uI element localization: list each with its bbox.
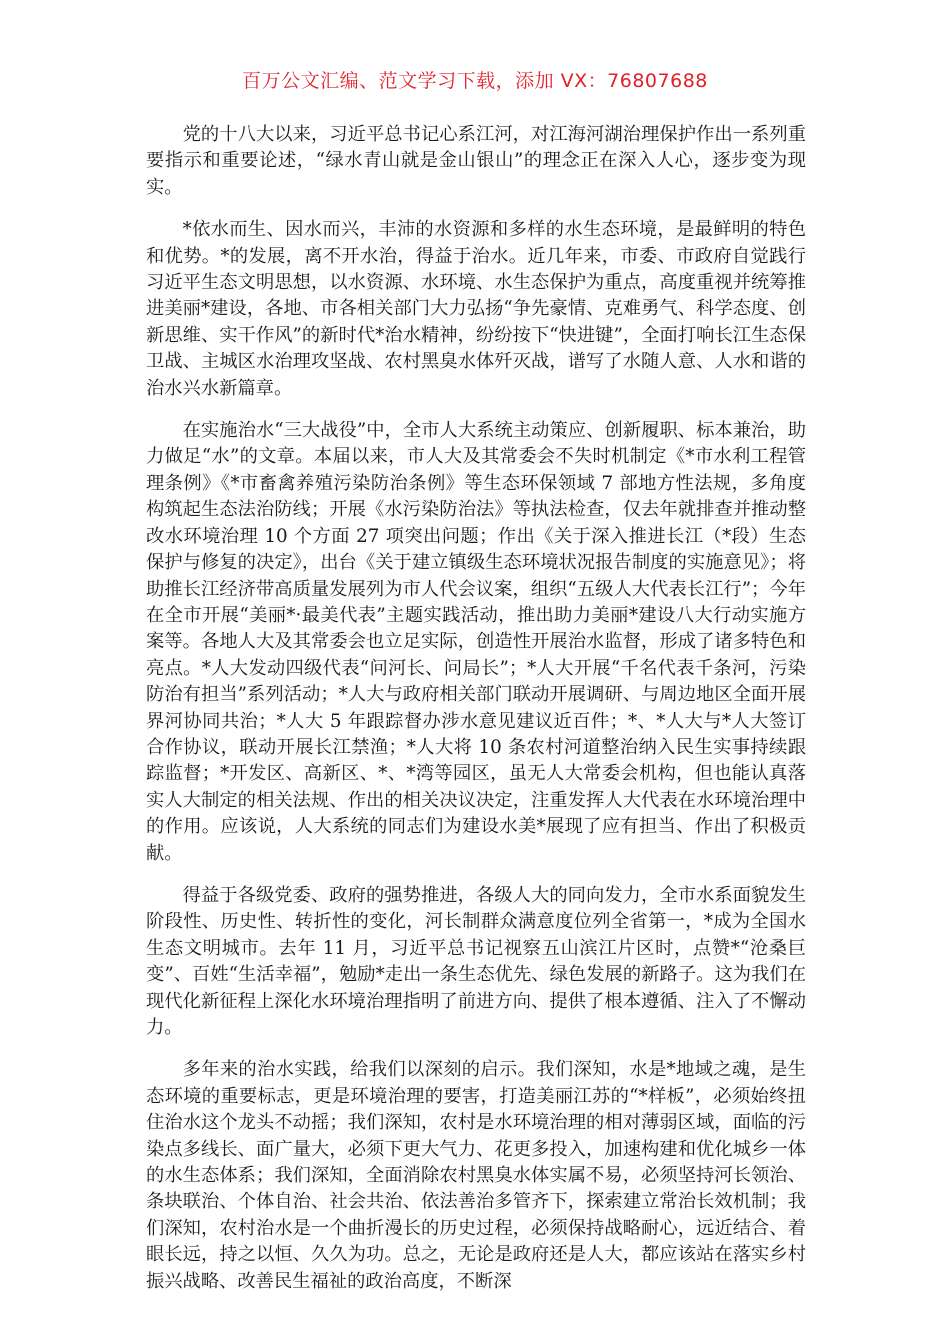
paragraph: 党的十八大以来，习近平总书记心系江河，对江海河湖治理保护作出一系列重要指示和重要论述，“绿水青山就是金山银山”的理念正在深入人心，逐步变为现实。 bbox=[146, 124, 806, 198]
paragraph: *依水而生、因水而兴，丰沛的水资源和多样的水生态环境，是最鲜明的特色和优势。*的发展，离不开水治，得益于治水。近几年来，市委、市政府自觉践行习近平生态文明思想，以水资源、水环境、水生态保护为重点，高度重视并统筹推进美丽*建设，各地、市各相关部门大力弘扬“争先豪情、克难勇气、科学态度、创新思维、实干作风”的新时代*治水精神，纷纷按下“快进键”，全面打响长江生态保卫战、主城区水治理攻坚战、农村黑臭水体歼灭战，谱写了水随人意、人水和谐的治水兴水新篇章。 bbox=[146, 219, 806, 399]
header-banner: 百万公文汇编、范文学习下载，添加 VX：76807688 bbox=[242, 70, 708, 92]
paragraph: 多年来的治水实践，给我们以深刻的启示。我们深知，水是*地域之魂，是生态环境的重要标志，更是环境治理的要害，打造美丽江苏的“*样板”，必须始终扭住治水这个龙头不动摇；我们深知，农村是水环境治理的相对薄弱区域，面临的污染点多线长、面广量大，必须下更大气力、花更多投入，加速构建和优化城乡一体的水生态体系；我们深知，全面消除农村黑臭水体实属不易，必须坚持河长领治、条块联治、个体自治、社会共治、依法善治多管齐下，探索建立常治长效机制；我们深知，农村治水是一个曲折漫长的历史过程，必须保持战略耐心，远近结合、着眼长远，持之以恒、久久为功。总之，无论是政府还是人大，都应该站在落实乡村振兴战略、改善民生福祉的政治高度，不断深 bbox=[146, 1059, 806, 1292]
document-body bbox=[146, 122, 806, 1311]
paragraph: 得益于各级党委、政府的强势推进，各级人大的同向发力，全市水系面貌发生阶段性、历史性、转折性的变化，河长制群众满意度位列全省第一，*成为全国水生态文明城市。去年 11 月，习近平总书记视察五山滨江片区时，点赞*“沧桑巨变”、百姓“生活幸福”，勉励*走出一条生态优先、绿色发展的新路子。这为我们在现代化新征程上深化水环境治理指明了前进方向、提供了根本遵循、注入了不懈动力。 bbox=[146, 884, 806, 1038]
paragraph: 在实施治水“三大战役”中，全市人大系统主动策应、创新履职、标本兼治，助力做足“水”的文章。本届以来，市人大及其常委会不失时机制定《*市水利工程管理条例》《*市畜禽养殖污染防治条例》等生态环保领域 7 部地方性法规，多角度构筑起生态法治防线；开展《水污染防治法》等执法检查，仅去年就排查并推动整改水环境治理 10 个方面 27 项突出问题；作出《关于深入推进长江（*段）生态保护与修复的决定》，出台《关于建立镇级生态环境状况报告制度的实施意见》；将助推长江经济带高质量发展列为市人代会议案，组织“五级人大代表长江行”；今年在全市开展“美丽*·最美代表”主题实践活动，推出助力美丽*建设八大行动实施方案等。各地人大及其常委会也立足实际，创造性开展治水监督，形成了诸多特色和亮点。*人大发动四级代表“问河长、问局长”；*人大开展“千名代表千条河，污染防治有担当”系列活动；*人大与政府相关部门联动开展调研、与周边地区全面开展界河协同共治；*人大 5 年跟踪督办涉水意见建议近百件；*、*人大与*人大签订合作协议，联动开展长江禁渔；*人大将 10 条农村河道整治纳入民生实事持续跟踪监督；*开发区、高新区、*、*湾等园区，虽无人大常委会机构，但也能认真落实人大制定的相关法规、作出的相关决议决定，注重发挥人大代表在水环境治理中的作用。应该说，人大系统的同志们为建设水美*展现了应有担当、作出了积极贡献。 bbox=[146, 420, 806, 864]
